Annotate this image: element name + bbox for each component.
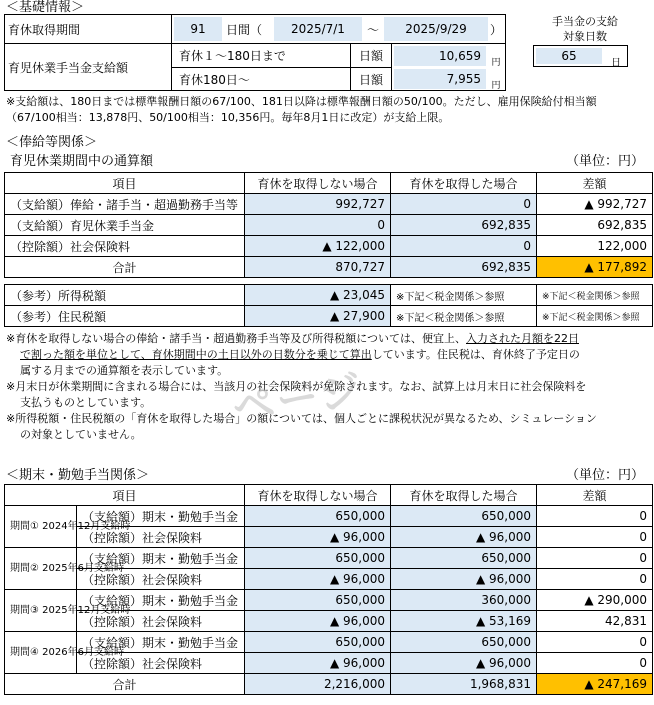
diff-value: 0 xyxy=(537,506,653,527)
tier2-label: 育休180日～ xyxy=(179,72,250,87)
leave-value: 360,000 xyxy=(391,590,537,611)
bonus-header-no-leave: 育休を取得しない場合 xyxy=(245,485,391,506)
table-row xyxy=(5,653,653,674)
row-label: （控除額）社会保険料 xyxy=(77,653,245,674)
diff-value: 0 xyxy=(537,527,653,548)
row-label: （控除額）社会保険料 xyxy=(5,236,245,257)
table-row xyxy=(5,285,653,306)
period-label: 期間① 2024年12月支給時 xyxy=(5,506,77,548)
table-row xyxy=(5,611,653,632)
day-unit: 日 xyxy=(611,57,621,69)
period-label: 期間② 2025年6月支給時 xyxy=(5,548,77,590)
no-leave-value: 650,000 xyxy=(245,632,391,653)
no-leave-value: ▲ 122,000 xyxy=(245,236,391,257)
note-2-line-1: ※月末日が休業期間に含まれる場合には、当該月の社会保険料が免除されます。なお、試算上は月末日に社会保険料を xyxy=(6,380,587,393)
row-label: （控除額）社会保険料 xyxy=(77,527,245,548)
table-row xyxy=(5,548,653,569)
leave-value: ▲ 53,169 xyxy=(391,611,537,632)
no-leave-value: 992,727 xyxy=(245,194,391,215)
total-label: 合計 xyxy=(5,257,245,278)
leave-value: 650,000 xyxy=(391,632,537,653)
bonus-header-item: 項目 xyxy=(5,485,245,506)
leave-value: 650,000 xyxy=(391,506,537,527)
no-leave-value: ▲ 96,000 xyxy=(245,527,391,548)
no-leave-value: 0 xyxy=(245,215,391,236)
diff-value: 122,000 xyxy=(537,236,653,257)
ref-no-leave: ▲ 27,900 xyxy=(245,306,391,327)
row-label: （支給額）育児休業手当金 xyxy=(5,215,245,236)
salary-table xyxy=(4,172,653,278)
row-label: （支給額）俸給・諸手当・超過勤務手当等 xyxy=(5,194,245,215)
salary-header-leave: 育休を取得した場合 xyxy=(391,173,537,194)
no-leave-value: 650,000 xyxy=(245,590,391,611)
diff-value: 0 xyxy=(537,569,653,590)
no-leave-value: 650,000 xyxy=(245,548,391,569)
note-2-line-2: 支払うものとしています。 xyxy=(20,396,152,409)
note-3-line-1: ※所得税額・住民税額の「育休を取得した場合」の額については、個人ごとに課税状況が異なるため、シミュレーション xyxy=(6,412,597,425)
total-row xyxy=(5,257,653,278)
table-row xyxy=(5,569,653,590)
leave-value: 692,835 xyxy=(391,215,537,236)
ref-no-leave: ▲ 23,045 xyxy=(245,285,391,306)
leave-days-value[interactable]: 91 xyxy=(174,17,222,41)
no-leave-value: 650,000 xyxy=(245,506,391,527)
tier1-amount[interactable]: 10,659 xyxy=(394,46,486,66)
note-3-line-2: の対象としていません。 xyxy=(20,428,142,441)
bonus-table xyxy=(4,484,653,695)
row-label: （支給額）期末・勤勉手当金 xyxy=(77,506,245,527)
leave-value: 650,000 xyxy=(391,548,537,569)
bonus-header-leave: 育休を取得した場合 xyxy=(391,485,537,506)
page-watermark: ページ xyxy=(229,365,367,432)
total-row xyxy=(5,674,653,695)
diff-value: 42,831 xyxy=(537,611,653,632)
days-unit: 日間（ xyxy=(226,22,263,37)
row-label: （支給額）期末・勤勉手当金 xyxy=(77,548,245,569)
period-label: 期間④ 2026年6月支給時 xyxy=(5,632,77,674)
table-row xyxy=(5,632,653,653)
yen-unit-1: 円 xyxy=(491,57,501,68)
diff-value: ▲ 290,000 xyxy=(537,590,653,611)
leave-value: ▲ 96,000 xyxy=(391,653,537,674)
ref-diff-note: ※下記＜税金関係＞参照 xyxy=(537,285,653,306)
start-date-field[interactable]: 2025/7/1 xyxy=(274,17,362,41)
total-diff: ▲ 177,892 xyxy=(537,257,653,278)
table-row xyxy=(5,527,653,548)
diff-value: 0 xyxy=(537,548,653,569)
total-leave: 692,835 xyxy=(391,257,537,278)
ref-leave-note: ※下記＜税金関係＞参照 xyxy=(391,306,537,327)
row-label: （控除額）社会保険料 xyxy=(77,569,245,590)
table-row xyxy=(5,306,653,327)
table-row xyxy=(5,194,653,215)
bonus-header-diff: 差額 xyxy=(537,485,653,506)
bonus-total-no-leave: 2,216,000 xyxy=(245,674,391,695)
period-label: 育休取得期間 xyxy=(8,22,81,37)
salary-header-no-leave: 育休を取得しない場合 xyxy=(245,173,391,194)
bonus-total-diff: ▲ 247,169 xyxy=(537,674,653,695)
target-days-value: 65 xyxy=(536,48,602,64)
bonus-total-leave: 1,968,831 xyxy=(391,674,537,695)
daily-label-2: 日額 xyxy=(358,72,383,87)
row-label: （控除額）社会保険料 xyxy=(77,611,245,632)
total-no-leave: 870,727 xyxy=(245,257,391,278)
diff-value: 692,835 xyxy=(537,215,653,236)
daily-label-1: 日額 xyxy=(358,49,383,63)
row-label: （支給額）期末・勤勉手当金 xyxy=(77,632,245,653)
leave-value: 0 xyxy=(391,194,537,215)
no-leave-value: ▲ 96,000 xyxy=(245,653,391,674)
yen-unit-2: 円 xyxy=(491,80,501,91)
basic-note: ※支給額は、180日までは標準報酬日額の67/100、181日以降は標準報酬日額の50/100。ただし、雇用保険給付相当額 （67/100相当：13,878円、50/100相当：10,356円。毎年8月1日に改定）が支給上限。 xyxy=(6,95,597,124)
basic-section-title: ＜基礎情報＞ xyxy=(6,0,85,15)
tier1-label: 育休１～180日まで xyxy=(179,49,286,63)
leave-value: ▲ 96,000 xyxy=(391,569,537,590)
note-1-line-2: で割った額を単位として、育休期間中の土日以外の日数分を乗じて算出しています。住民税は、育休終了予定日の xyxy=(20,348,580,361)
bonus-unit: （単位：円） xyxy=(566,468,645,483)
row-label: （支給額）期末・勤勉手当金 xyxy=(77,590,245,611)
diff-value: ▲ 992,727 xyxy=(537,194,653,215)
no-leave-value: ▲ 96,000 xyxy=(245,611,391,632)
salary-subtitle: 育児休業期間中の通算額 xyxy=(10,154,154,169)
salary-header-item: 項目 xyxy=(5,173,245,194)
ref-leave-note: ※下記＜税金関係＞参照 xyxy=(391,285,537,306)
bonus-section-title: ＜期末・勤勉手当関係＞ xyxy=(6,468,150,483)
table-row xyxy=(5,236,653,257)
salary-section-title: ＜俸給等関係＞ xyxy=(6,135,98,150)
ref-label: （参考）住民税額 xyxy=(5,306,245,327)
target-days-label: 手当金の支給 対象日数 xyxy=(552,15,618,43)
diff-value: 0 xyxy=(537,653,653,674)
close-paren: ） xyxy=(489,22,502,37)
end-date-field[interactable]: 2025/9/29 xyxy=(384,17,488,41)
note-1-line-1: ※育休を取得しない場合の俸給・諸手当・超過勤務手当等及び所得税額については、便宜上、入力された月額を22日 xyxy=(6,332,579,345)
leave-value: ▲ 96,000 xyxy=(391,527,537,548)
table-row xyxy=(5,215,653,236)
diff-value: 0 xyxy=(537,632,653,653)
salary-unit: （単位：円） xyxy=(566,154,645,169)
allowance-label: 育児休業手当金支給額 xyxy=(8,60,129,75)
period-label: 期間③ 2025年12月支給時 xyxy=(5,590,77,632)
tier2-amount[interactable]: 7,955 xyxy=(394,69,486,89)
no-leave-value: ▲ 96,000 xyxy=(245,569,391,590)
leave-value: 0 xyxy=(391,236,537,257)
ref-diff-note: ※下記＜税金関係＞参照 xyxy=(537,306,653,327)
note-1-line-3: 属する月までの通算額を表示しています。 xyxy=(20,364,229,377)
salary-header-diff: 差額 xyxy=(537,173,653,194)
tilde: ～ xyxy=(366,22,379,37)
table-row xyxy=(5,506,653,527)
ref-label: （参考）所得税額 xyxy=(5,285,245,306)
bonus-total-label: 合計 xyxy=(5,674,245,695)
reference-table xyxy=(4,284,653,327)
table-row xyxy=(5,590,653,611)
